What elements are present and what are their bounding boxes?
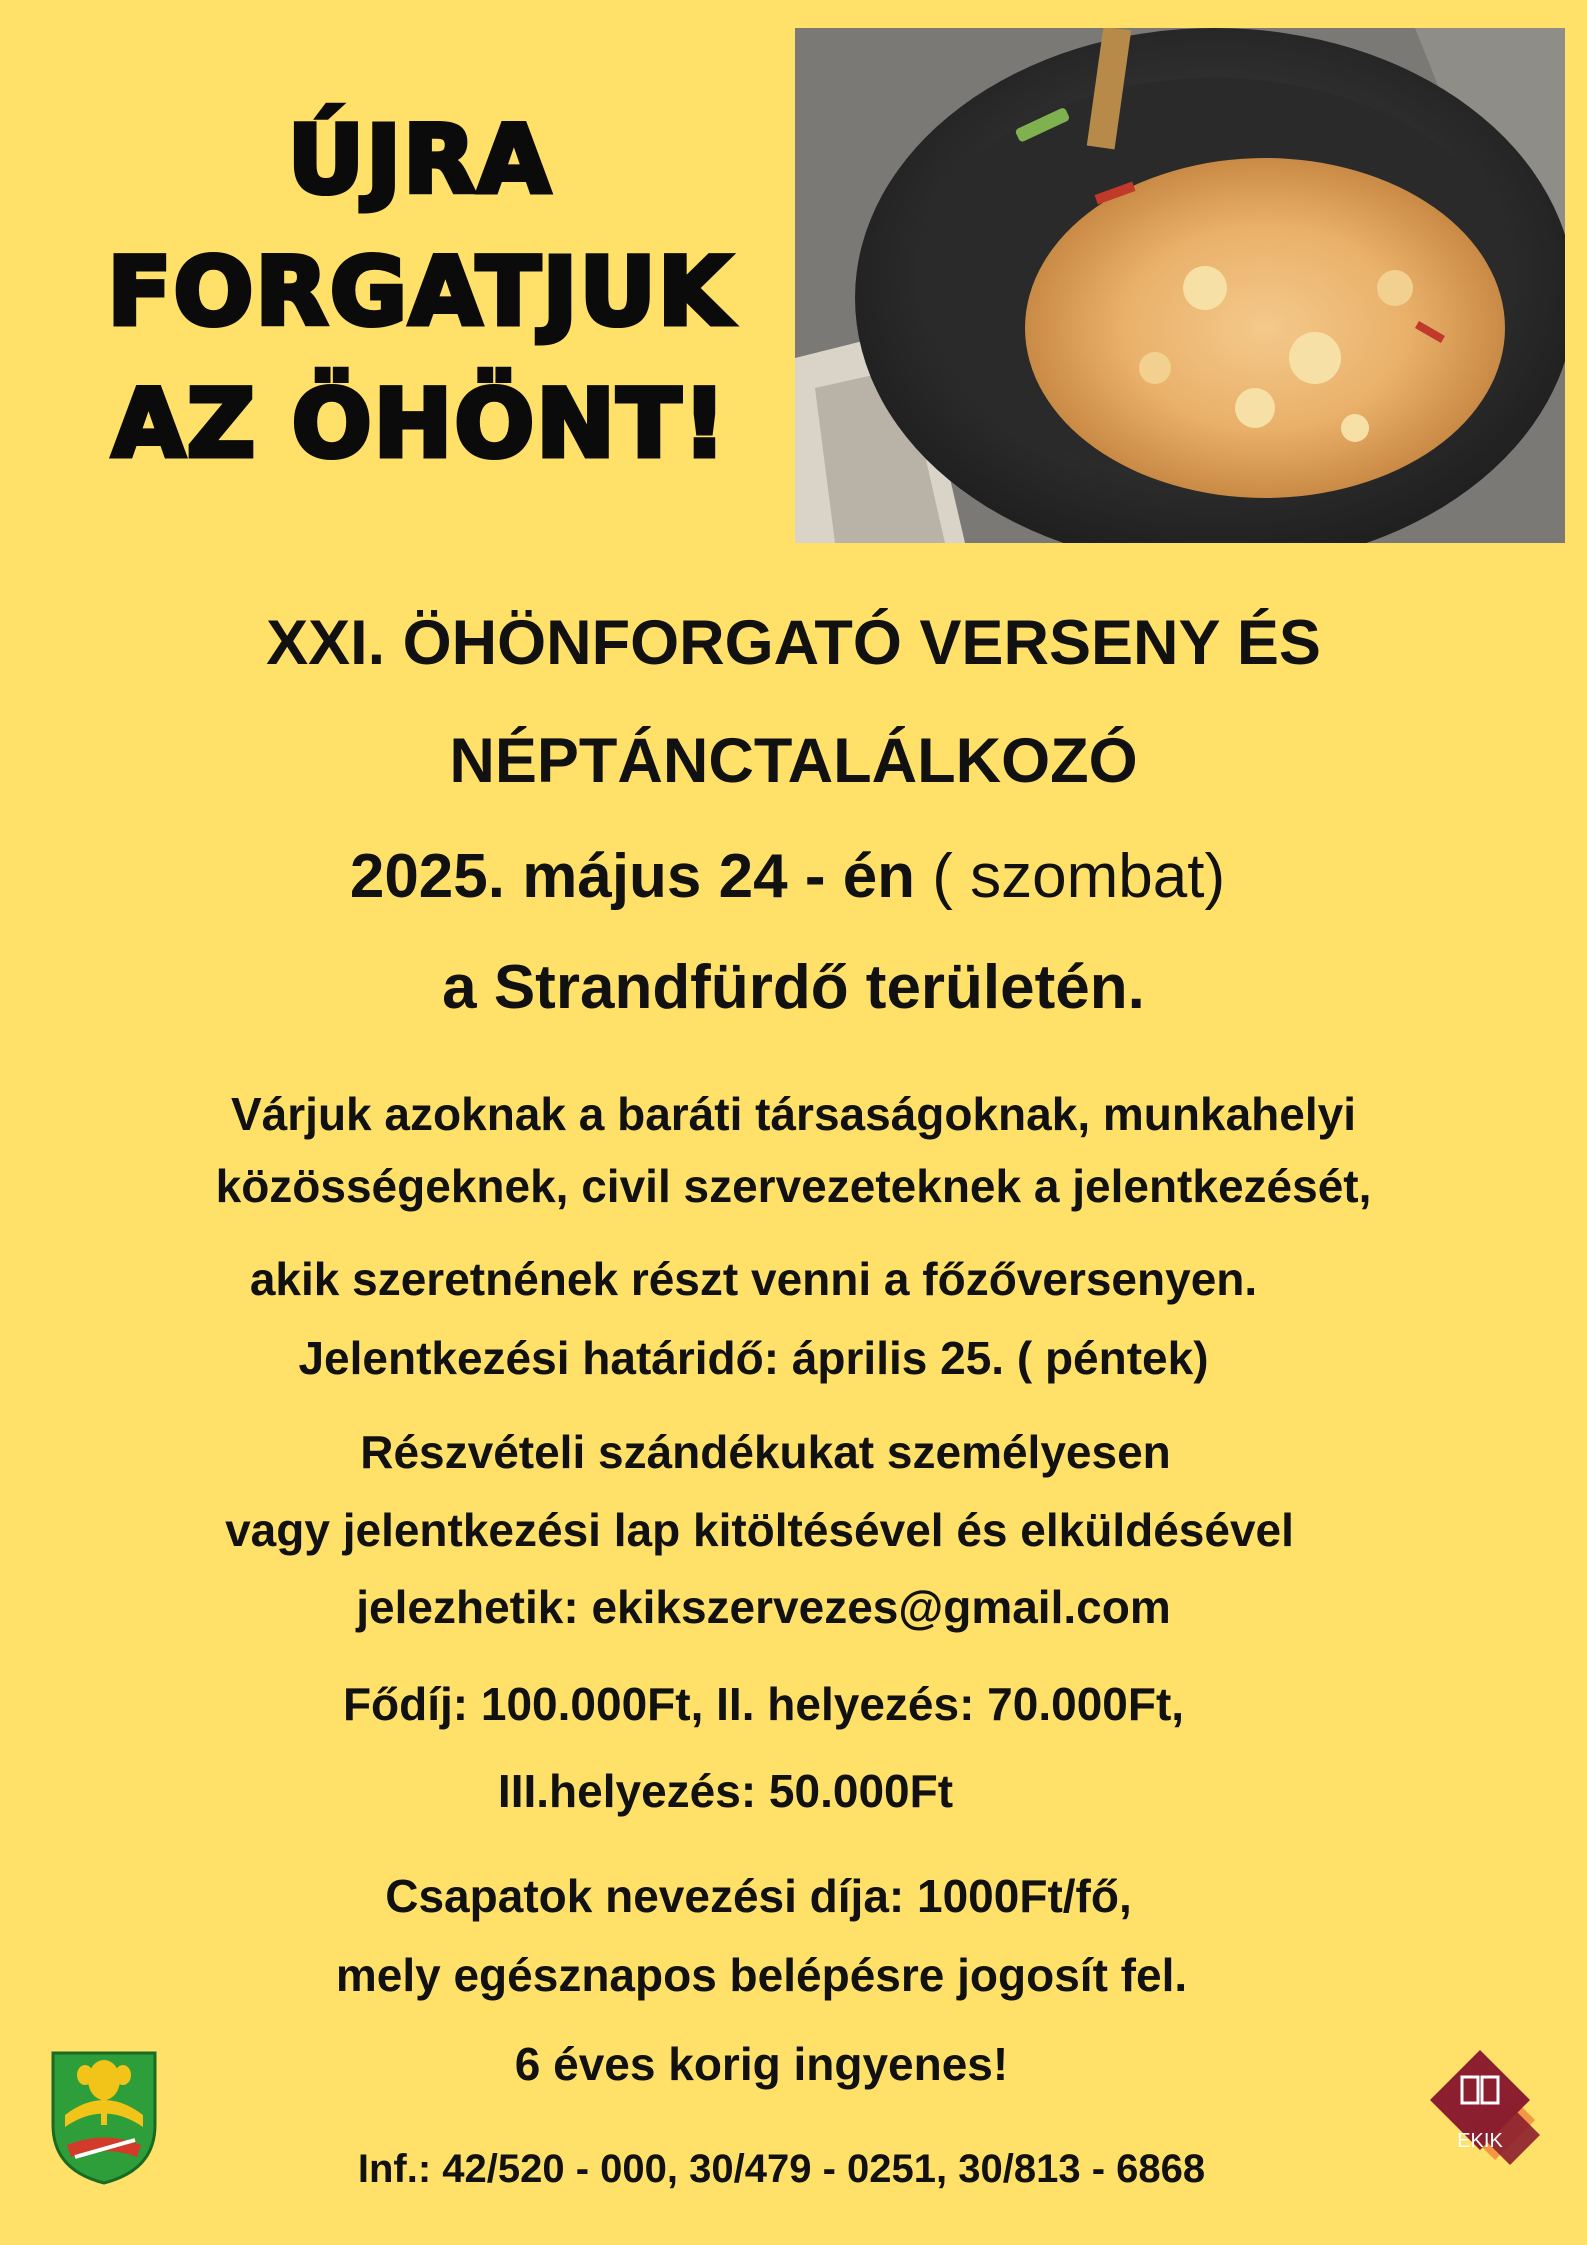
headline-line-3: AZ ÖHÖNT! bbox=[112, 370, 728, 479]
invite-line-2: közösségeknek, civil szervezeteknek a jelentkezését, bbox=[215, 1160, 1372, 1212]
event-day: ( szombat) bbox=[932, 842, 1226, 911]
event-title-line-1: XXI. ÖHÖNFORGATÓ VERSENY ÉS bbox=[266, 608, 1321, 678]
event-title-line-2: NÉPTÁNCTALÁLKOZÓ bbox=[449, 726, 1138, 796]
invite-line-3: akik szeretnének részt venni a főzőversenyen. bbox=[249, 1253, 1258, 1305]
fee-line-1: Csapatok nevezési díja: 1000Ft/fő, bbox=[385, 1870, 1132, 1922]
ekik-logo bbox=[1410, 2025, 1560, 2190]
invite-line-1: Várjuk azoknak a baráti társaságoknak, munkahelyi bbox=[231, 1088, 1356, 1140]
fee-line-2: mely egésznapos belépésre jogosít fel. bbox=[335, 1949, 1188, 2001]
prize-line-2: III.helyezés: 50.000Ft bbox=[497, 1765, 954, 1817]
headline-line-1: ÚJRA bbox=[287, 106, 553, 215]
info-phone: Inf.: 42/520 - 000, 30/479 - 0251, 30/813 - 6868 bbox=[357, 2147, 1206, 2191]
headline-line-2: FORGATJUK bbox=[107, 238, 733, 347]
apply-line-1: Részvételi szándékukat személyesen bbox=[360, 1426, 1171, 1478]
event-date-bold: 2025. május 24 - én bbox=[349, 842, 916, 911]
cauldron-photo bbox=[795, 28, 1565, 543]
apply-line-3: jelezhetik: ekikszervezes@gmail.com bbox=[356, 1581, 1171, 1633]
event-location: a Strandfürdő területén. bbox=[442, 953, 1145, 1022]
event-date bbox=[0, 840, 1581, 914]
apply-line-2: vagy jelentkezési lap kitöltésével és elküldésével bbox=[225, 1504, 1294, 1556]
deadline: Jelentkezési határidő: április 25. ( péntek) bbox=[298, 1332, 1209, 1384]
ekik-logo-text: EKIK bbox=[1457, 2130, 1503, 2152]
prize-line-1: Fődíj: 100.000Ft, II. helyezés: 70.000Ft, bbox=[342, 1678, 1185, 1730]
free-line: 6 éves korig ingyenes! bbox=[514, 2038, 1009, 2090]
headline bbox=[80, 95, 760, 491]
town-crest-logo bbox=[45, 2045, 163, 2185]
